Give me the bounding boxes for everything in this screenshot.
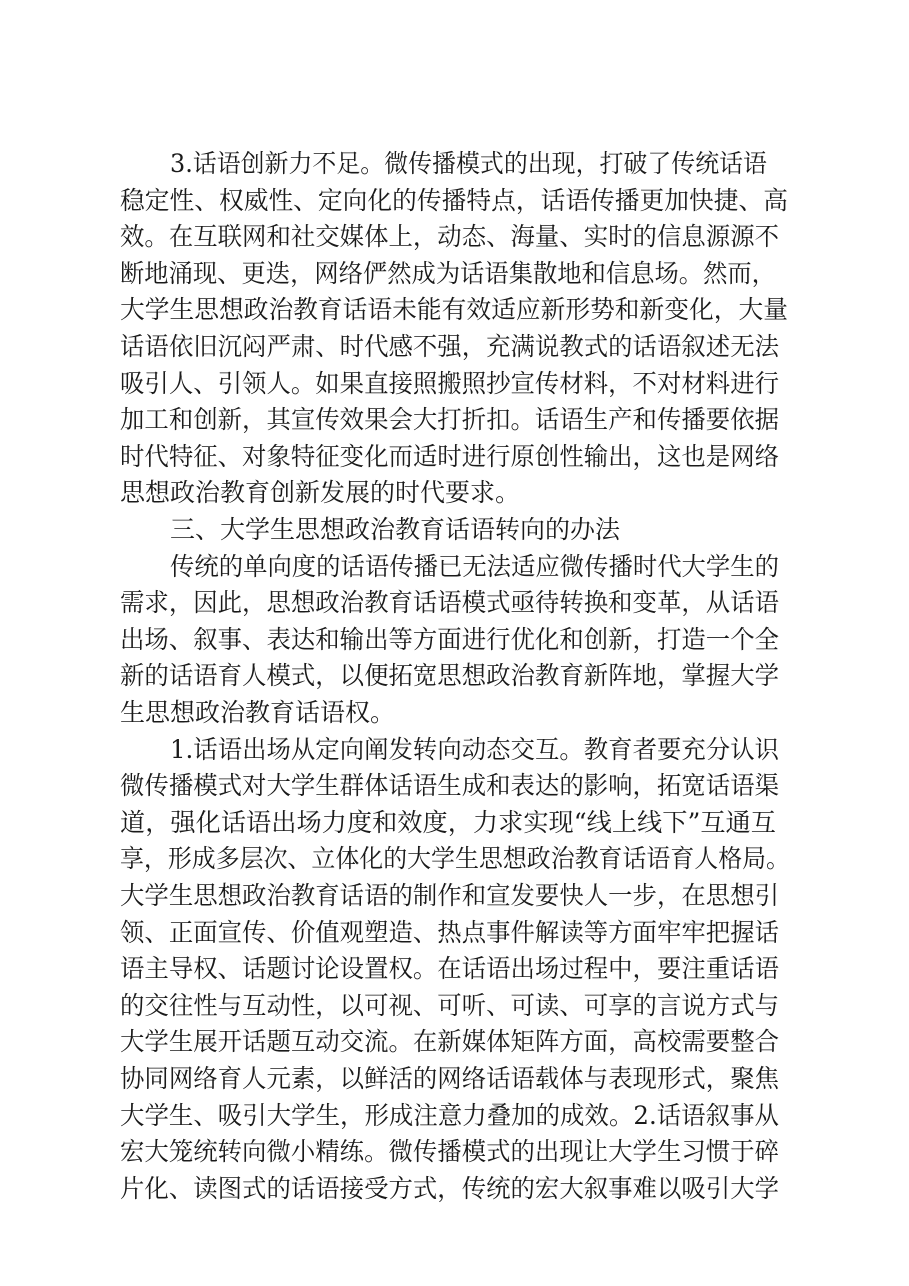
text-line: 领、正面宣传、价值观塑造、热点事件解读等方面牢牢把握话 xyxy=(120,918,780,947)
text-line: 大学生思想政治教育话语未能有效适应新形势和新变化，大量 xyxy=(120,295,788,324)
section-heading: 三、大学生思想政治教育话语转向的办法 xyxy=(170,515,621,544)
text-line: 的交往性与互动性，以可视、可听、可读、可享的言说方式与 xyxy=(120,991,780,1020)
text-line: 大学生展开话题互动交流。在新媒体矩阵方面，高校需要整合 xyxy=(120,1027,780,1056)
text-line: 道，强化话语出场力度和效度，力求实现“线上线下”互通互 xyxy=(120,808,776,837)
text-line: 生思想政治教育话语权。 xyxy=(120,698,396,727)
text-line: 大学生、吸引大学生，形成注意力叠加的成效。2.话语叙事从 xyxy=(120,1101,779,1130)
text-line: 3.话语创新力不足。微传播模式的出现，打破了传统话语 xyxy=(170,149,767,178)
text-line: 大学生思想政治教育话语的制作和宣发要快人一步，在思想引 xyxy=(120,881,780,910)
text-line: 需求，因此，思想政治教育话语模式亟待转换和变革，从话语 xyxy=(120,588,780,617)
text-line: 时代特征、对象特征变化而适时进行原创性输出，这也是网络 xyxy=(120,442,780,471)
text-line: 吸引人、引领人。如果直接照搬照抄宣传材料，不对材料进行 xyxy=(120,369,780,398)
text-line: 片化、读图式的话语接受方式，传统的宏大叙事难以吸引大学 xyxy=(120,1174,780,1203)
text-line: 断地涌现、更迭，网络俨然成为话语集散地和信息场。然而， xyxy=(120,259,776,288)
text-line: 思想政治教育创新发展的时代要求。 xyxy=(120,478,521,507)
text-line: 新的话语育人模式，以便拓宽思想政治教育新阵地，掌握大学 xyxy=(120,661,780,690)
text-line: 出场、叙事、表达和输出等方面进行优化和创新，打造一个全 xyxy=(120,625,780,654)
text-line: 享，形成多层次、立体化的大学生思想政治教育话语育人格局。 xyxy=(120,844,790,873)
text-line: 协同网络育人元素，以鲜活的网络话语载体与表现形式，聚焦 xyxy=(120,1064,780,1093)
text-line: 宏大笼统转向微小精练。微传播模式的出现让大学生习惯于碎 xyxy=(120,1137,780,1166)
text-line: 效。在互联网和社交媒体上，动态、海量、实时的信息源源不 xyxy=(120,222,780,251)
text-line: 加工和创新，其宣传效果会大打折扣。话语生产和传播要依据 xyxy=(120,405,780,434)
text-line: 语主导权、话题讨论设置权。在话语出场过程中，要注重话语 xyxy=(120,954,780,983)
text-line: 稳定性、权威性、定向化的传播特点，话语传播更加快捷、高 xyxy=(120,186,788,215)
text-line: 传统的单向度的话语传播已无法适应微传播时代大学生的 xyxy=(170,552,780,581)
text-line: 话语依旧沉闷严肃、时代感不强，充满说教式的话语叙述无法 xyxy=(120,332,780,361)
text-line: 微传播模式对大学生群体话语生成和表达的影响，拓宽话语渠 xyxy=(120,771,780,800)
text-line: 1.话语出场从定向阐发转向动态交互。教育者要充分认识 xyxy=(170,735,780,764)
